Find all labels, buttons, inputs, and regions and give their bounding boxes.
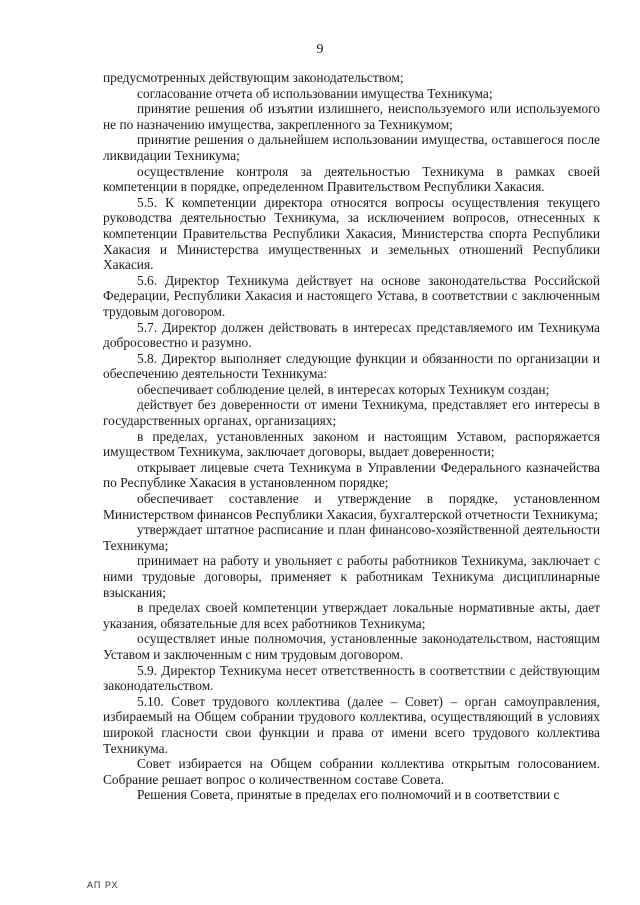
paragraph: принятие решения об изъятии излишнего, неиспользуемого или используемого не по назначению имущества, закрепленного за Техникумом;	[103, 101, 600, 132]
paragraph: осуществляет иные полномочия, установленные законодательством, настоящим Уставом и заключенным с ним трудовым договором.	[103, 631, 600, 662]
paragraph: 5.7. Директор должен действовать в интересах представляемого им Техникума добросовестно и разумно.	[103, 319, 600, 351]
paragraph: в пределах своей компетенции утверждает локальные нормативные акты, дает указания, обязательные для всех работников Техникума;	[103, 600, 600, 631]
paragraph: утверждает штатное расписание и план финансово-хозяйственной деятельности Техникума;	[103, 522, 600, 553]
paragraph: Совет избирается на Общем собрании коллектива открытым голосованием. Собрание решает вопрос о количественном составе Совета.	[103, 756, 600, 787]
paragraph: 5.5. К компетенции директора относятся вопросы осуществления текущего руководства деятельностью Техникума, за исключением вопросов, отнесенных к компетенции Правительства Республики Хакасия, Министерства спорта Республики Хакасия и Министерства имущественных и земельных отношений Республики Хакасия.	[103, 194, 600, 273]
paragraph: принимает на работу и увольняет с работы работников Техникума, заключает с ними трудовые договоры, применяет к работникам Техникума дисциплинарные взыскания;	[103, 553, 600, 600]
paragraph: предусмотренных действующим законодательством;	[103, 70, 404, 85]
footer-tag: АП РХ	[87, 880, 119, 890]
paragraph: 5.9. Директор Техникума несет ответственность в соответствии с действующим законодательством.	[103, 662, 600, 694]
paragraph: действует без доверенности от имени Техникума, представляет его интересы в государственных органах, организациях;	[103, 397, 600, 429]
paragraph: 5.6. Директор Техникума действует на основе законодательства Российской Федерации, Республики Хакасия и настоящего Устава, в соответствии с заключенным трудовым договором.	[103, 272, 600, 319]
paragraph: согласование отчета об использовании имущества Техникума;	[137, 85, 493, 101]
paragraph: Решения Совета, принятые в пределах его полномочий и в соответствии с	[137, 787, 560, 803]
paragraph: 5.10. Совет трудового коллектива (далее – Совет) – орган самоуправления, избираемый на Общем собрании трудового коллектива, осуществляющий в условиях широкой гласности свои функции и права от имени всего трудового коллектива Техникума.	[103, 693, 600, 756]
paragraph: обеспечивает составление и утверждение в порядке, установленном Министерством финансов Республики Хакасия, бухгалтерской отчетности Техникума;	[103, 491, 600, 522]
paragraph: в пределах, установленных законом и настоящим Уставом, распоряжается имуществом Техникума, заключает договоры, выдает доверенности;	[103, 428, 600, 460]
document-body	[103, 70, 600, 803]
paragraph: осуществление контроля за деятельностью Техникума в рамках своей компетенции в порядке, определенном Правительством Республики Хакасия.	[103, 163, 600, 195]
paragraph: принятие решения о дальнейшем использовании имущества, оставшегося после ликвидации Техникума;	[103, 132, 600, 163]
page-number: 9	[316, 42, 324, 57]
paragraph: 5.8. Директор выполняет следующие функции и обязанности по организации и обеспечению деятельности Техникума:	[103, 350, 600, 382]
paragraph: открывает лицевые счета Техникума в Управлении Федерального казначейства по Республике Хакасия в установленном порядке;	[103, 459, 600, 491]
paragraph: обеспечивает соблюдение целей, в интересах которых Техникум создан;	[137, 381, 550, 397]
